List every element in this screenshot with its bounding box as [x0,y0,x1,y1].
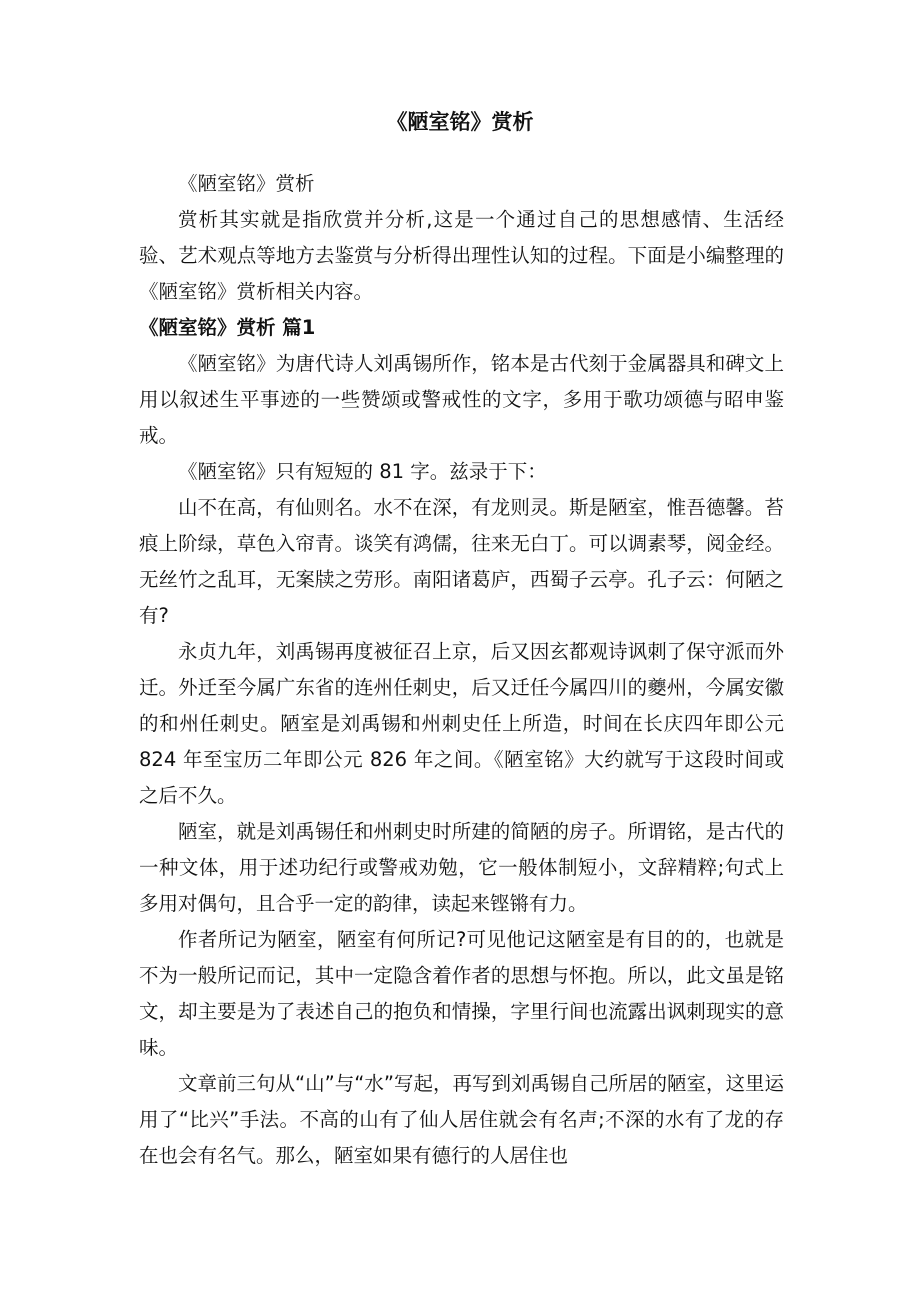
poem-paragraph: 山不在高，有仙则名。水不在深，有龙则灵。斯是陋室，惟吾德馨。苔痕上阶绿，草色入帘青。谈笑有鸿儒，往来无白丁。可以调素琴，阅金经。无丝竹之乱耳，无案牍之劳形。南阳诸葛庐，西蜀子云亭。孔子云：何陋之有? [139,496,784,627]
body-paragraph: 《陋室铭》为唐代诗人刘禹锡所作，铭本是古代刻于金属器具和碑文上用以叙述生平事迹的一些赞颂或警戒性的文字，多用于歌功颂德与昭申鉴戒。 [139,352,784,447]
body-paragraph: 永贞九年，刘禹锡再度被征召上京，后又因玄都观诗讽刺了保守派而外迁。外迁至今属广东省的连州任刺史，后又迁任今属四川的夔州，今属安徽的和州任刺史。陋室是刘禹锡和州刺史任上所造，时间在长庆四年即公元 824 年至宝历二年即公元 826 年之间。《陋室铭》大约就写于这段时间或之后不久。 [139,640,784,807]
intro-paragraph: 赏析其实就是指欣赏并分析,这是一个通过自己的思想感情、生活经验、艺术观点等地方去鉴赏与分析得出理性认知的过程。下面是小编整理的《陋室铭》赏析相关内容。 [139,208,784,303]
body-paragraph: 作者所记为陋室，陋室有何所记?可见他记这陋室是有目的的，也就是不为一般所记而记，其中一定隐含着作者的思想与怀抱。所以，此文虽是铭文，却主要是为了表述自己的抱负和情操，字里行间也流露出讽刺现实的意味。 [139,928,784,1059]
body-paragraph: 《陋室铭》只有短短的 81 字。兹录于下： [178,460,547,483]
body-paragraph: 文章前三句从“山”与“水”写起，再写到刘禹锡自己所居的陋室，这里运用了“比兴”手法。不高的山有了仙人居住就会有名声;不深的水有了龙的存在也会有名气。那么，陋室如果有德行的人居住也 [139,1072,784,1167]
document-body [139,166,784,1174]
page-title: 《陋室铭》赏析 [386,110,534,134]
subtitle-paragraph: 《陋室铭》赏析 [178,172,315,195]
section-heading: 《陋室铭》赏析 篇1 [139,316,316,339]
body-paragraph: 陋室，就是刘禹锡任和州刺史时所建的简陋的房子。所谓铭，是古代的一种文体，用于述功纪行或警戒劝勉，它一般体制短小，文辞精粹;句式上多用对偶句，且合乎一定的韵律，读起来铿锵有力。 [139,820,784,915]
